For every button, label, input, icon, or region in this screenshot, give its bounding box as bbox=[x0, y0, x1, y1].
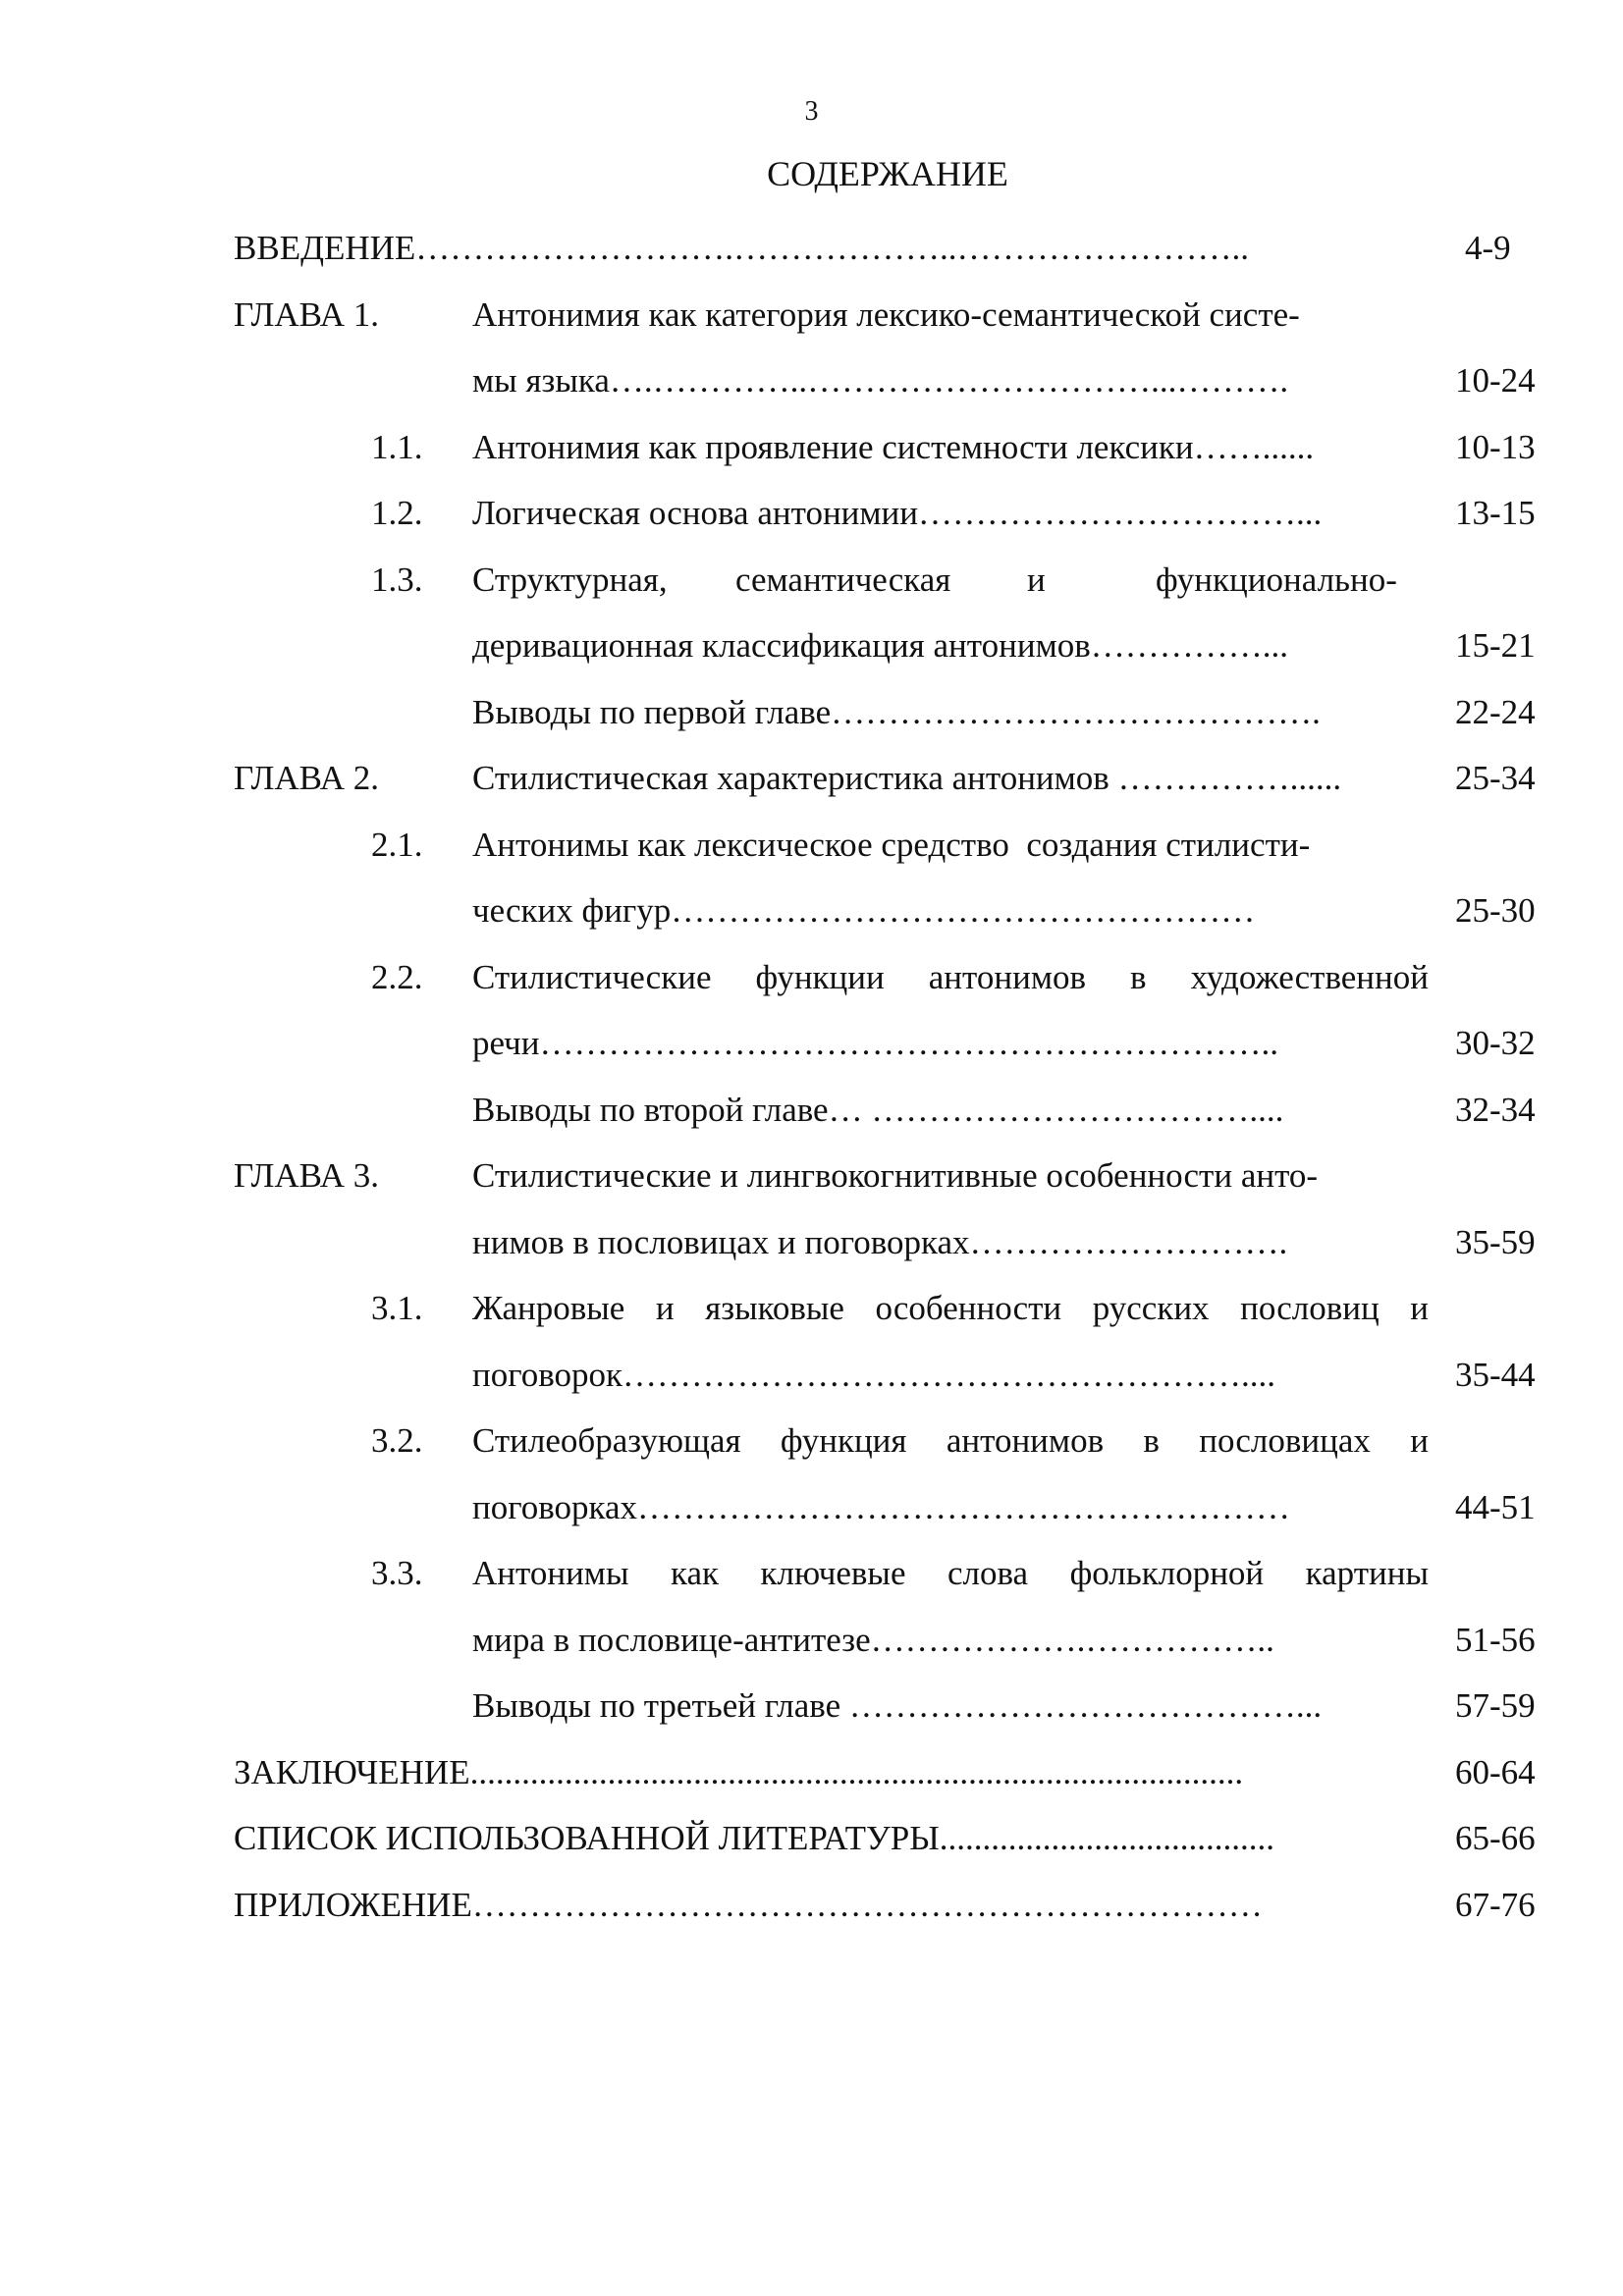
toc-entry-text: Стилистическая характеристика антонимов ……………...... bbox=[472, 759, 1342, 797]
toc-entry-chapter-2 bbox=[0, 749, 1623, 816]
toc-entry-text: Стилистические функции антонимов в художественной bbox=[472, 957, 1429, 996]
toc-entry-text: поговорок……………………………………………….... bbox=[472, 1355, 1276, 1394]
toc-entry-chapter-3 bbox=[0, 1147, 1623, 1213]
toc-entry-pages: 35-44 bbox=[1455, 1355, 1536, 1394]
toc-entry-text: Стилеобразующая функция антонимов в пословицах и bbox=[472, 1421, 1429, 1460]
toc-entry-pages: 60-64 bbox=[1455, 1752, 1536, 1791]
toc-entry-section-2-1 bbox=[0, 816, 1623, 882]
section-number: 1.2. bbox=[371, 494, 423, 532]
toc-entry-conclusion bbox=[0, 1743, 1623, 1810]
toc-entry-pages: 51-56 bbox=[1455, 1620, 1536, 1659]
toc-entry-text: Выводы по третьей главе …………………………………... bbox=[472, 1686, 1323, 1725]
toc-entry-chapter-1-cont bbox=[0, 351, 1623, 418]
toc-entry-text: Антонимия как проявление системности лексики……...... bbox=[472, 427, 1315, 466]
toc-entry-section-3-2 bbox=[0, 1412, 1623, 1478]
toc-entry-text: ВВЕДЕНИЕ……………………….………………..…………………….. bbox=[234, 229, 1250, 267]
toc-entry-section-2-2 bbox=[0, 948, 1623, 1015]
toc-entry-text: СПИСОК ИСПОЛЬЗОВАННОЙ ЛИТЕРАТУРЫ....................................... bbox=[234, 1819, 1274, 1857]
toc-entry-text: поговорках………………………………………………… bbox=[472, 1487, 1291, 1526]
toc-entry-section-3-3-cont bbox=[0, 1611, 1623, 1678]
toc-entry-pages: 22-24 bbox=[1455, 692, 1536, 731]
toc-entry-chapter-3-cont bbox=[0, 1213, 1623, 1280]
toc-entry-text: нимов в пословицах и поговорках………………………. bbox=[472, 1222, 1288, 1261]
chapter-label: ГЛАВА 3. bbox=[234, 1156, 380, 1195]
toc-entry-text: ЗАКЛЮЧЕНИЕ.......................................................................................... bbox=[234, 1752, 1244, 1791]
toc-entry-word: Структурная, bbox=[472, 560, 668, 599]
toc-entry-text: Антонимы как лексическое средство создания стилисти- bbox=[472, 825, 1311, 864]
toc-entry-text: мира в пословице-антитезе……………….…………….. bbox=[472, 1620, 1274, 1659]
toc-entry-text: Выводы по второй главе… …………………………….... bbox=[472, 1090, 1284, 1129]
toc-entry-section-3-1 bbox=[0, 1279, 1623, 1346]
toc-entry-bibliography bbox=[0, 1809, 1623, 1876]
toc-entry-section-1-3 bbox=[0, 551, 1623, 617]
toc-entry-pages: 10-24 bbox=[1455, 361, 1536, 400]
toc-entry-section-3-1-cont bbox=[0, 1346, 1623, 1413]
toc-entry-section-1-3-cont bbox=[0, 616, 1623, 683]
toc-entry-word: семантическая bbox=[735, 560, 951, 599]
table-of-contents bbox=[0, 219, 1623, 1942]
toc-entry-pages: 4-9 bbox=[1465, 229, 1511, 267]
toc-entry-section-2-1-cont bbox=[0, 881, 1623, 948]
page-number: 3 bbox=[804, 96, 819, 127]
toc-entry-conclusion-2 bbox=[0, 1081, 1623, 1148]
chapter-label: ГЛАВА 1. bbox=[234, 294, 380, 334]
toc-entry-conclusion-1 bbox=[0, 683, 1623, 750]
section-number: 1.3. bbox=[371, 560, 423, 599]
section-number: 2.1. bbox=[371, 825, 423, 864]
toc-entry-section-1-2 bbox=[0, 484, 1623, 551]
toc-entry-text: Стилистические и лингвокогнитивные особенности анто- bbox=[472, 1156, 1319, 1195]
toc-entry-text: Антонимы как ключевые слова фольклорной картины bbox=[472, 1554, 1429, 1592]
toc-entry-intro bbox=[0, 219, 1623, 286]
section-number: 3.1. bbox=[371, 1289, 423, 1327]
toc-entry-text: мы языка….…………..…………………………...………. bbox=[472, 361, 1289, 400]
toc-entry-section-3-3 bbox=[0, 1544, 1623, 1611]
toc-entry-pages: 32-34 bbox=[1455, 1090, 1536, 1129]
toc-entry-pages: 67-76 bbox=[1455, 1885, 1536, 1924]
toc-entry-chapter-1 bbox=[0, 286, 1623, 352]
toc-entry-pages: 15-21 bbox=[1455, 626, 1536, 665]
toc-entry-pages: 65-66 bbox=[1455, 1819, 1536, 1857]
toc-entry-pages: 13-15 bbox=[1455, 494, 1536, 532]
chapter-label: ГЛАВА 2. bbox=[234, 759, 380, 797]
toc-entry-word: функционально- bbox=[1156, 560, 1397, 599]
toc-entry-pages: 30-32 bbox=[1455, 1024, 1536, 1062]
toc-entry-word: и bbox=[1027, 560, 1046, 599]
section-number: 3.2. bbox=[371, 1421, 423, 1460]
section-number: 3.3. bbox=[371, 1554, 423, 1592]
toc-entry-text: ческих фигур…………………………………………… bbox=[472, 891, 1256, 930]
page-title: СОДЕРЖАНИЕ bbox=[767, 154, 1008, 193]
toc-entry-conclusion-3 bbox=[0, 1677, 1623, 1743]
toc-entry-pages: 25-34 bbox=[1455, 759, 1536, 797]
toc-entry-text: Выводы по первой главе……………………………………. bbox=[472, 692, 1321, 731]
toc-entry-text: ПРИЛОЖЕНИЕ…………………………………………………………… bbox=[234, 1885, 1263, 1924]
toc-entry-section-2-2-cont bbox=[0, 1014, 1623, 1081]
toc-entry-pages: 57-59 bbox=[1455, 1686, 1536, 1725]
toc-entry-text: Логическая основа антонимии……………………………... bbox=[472, 494, 1323, 532]
toc-entry-text: речи……………………………………………………….. bbox=[472, 1024, 1278, 1062]
toc-entry-text: деривационная классификация антонимов……………... bbox=[472, 626, 1288, 665]
toc-entry-text: Жанровые и языковые особенности русских пословиц и bbox=[472, 1289, 1429, 1327]
toc-entry-pages: 25-30 bbox=[1455, 891, 1536, 930]
toc-entry-section-1-1 bbox=[0, 418, 1623, 485]
section-number: 2.2. bbox=[371, 957, 423, 996]
toc-entry-pages: 44-51 bbox=[1455, 1487, 1536, 1526]
toc-entry-appendix bbox=[0, 1876, 1623, 1943]
toc-entry-pages: 35-59 bbox=[1455, 1222, 1536, 1261]
toc-entry-pages: 10-13 bbox=[1455, 427, 1536, 466]
toc-entry-text: Антонимия как категория лексико-семантической систе- bbox=[472, 294, 1300, 334]
toc-entry-section-3-2-cont bbox=[0, 1478, 1623, 1545]
section-number: 1.1. bbox=[371, 427, 423, 466]
